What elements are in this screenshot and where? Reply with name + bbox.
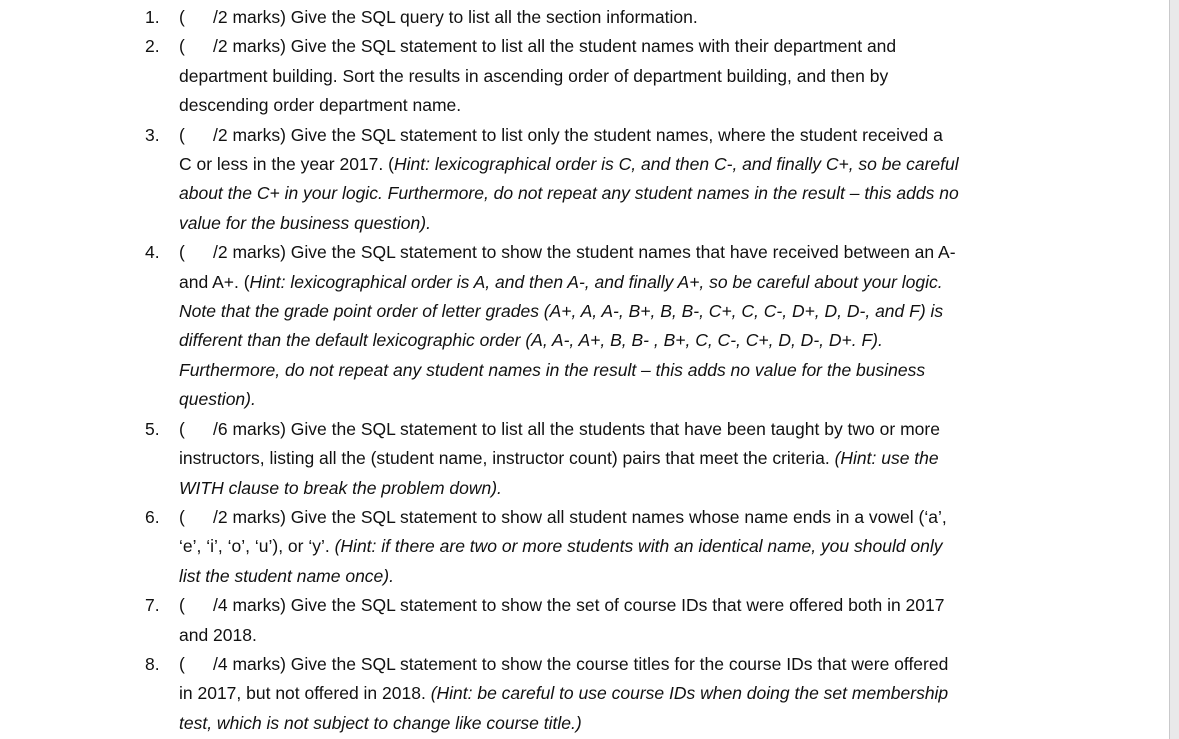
question-text: in 2017, but not offered in 2018. <box>179 683 431 704</box>
question-number: 3. <box>145 124 160 145</box>
question-item <box>0 238 1168 414</box>
hint-text: Note that the grade point order of letter grades (A+, A, A-, B+, B, B-, C+, C, C-, D+, D, D-, and F) is <box>179 301 944 322</box>
hint-text: (Hint: if there are two or more students with an identical name, you should only <box>334 536 943 557</box>
hint-text: about the C+ in your logic. Furthermore, do not repeat any student names in the result – this adds no <box>179 183 959 204</box>
marks-blank: ( <box>179 506 185 527</box>
question-text-line <box>179 562 1168 591</box>
question-text: /4 marks) Give the SQL statement to show the set of course IDs that were offered both in 2017 <box>213 595 945 616</box>
question-item <box>0 3 1168 32</box>
question-text-line <box>179 209 1168 238</box>
question-text-line <box>179 650 1168 679</box>
question-text-line <box>179 444 1168 473</box>
hint-text: test, which is not subject to change like course title.) <box>179 712 582 733</box>
question-number: 1. <box>145 7 160 27</box>
question-text-line <box>179 32 1168 61</box>
question-item <box>0 591 1168 650</box>
hint-text: (Hint: be careful to use course IDs when doing the set membership <box>430 683 949 704</box>
question-text-line <box>179 3 1168 32</box>
hint-text: different than the default lexicographic order (A, A-, A+, B, B- , B+, C, C-, C+, D, D-, D+. F). <box>179 330 883 351</box>
question-text-line <box>179 297 1168 326</box>
question-item <box>0 415 1168 503</box>
question-text: /2 marks) Give the SQL statement to list only the student names, where the student received a <box>213 124 943 145</box>
hint-text: value for the business question). <box>179 212 431 233</box>
question-text: instructors, listing all the (student name, instructor count) pairs that meet the criteria. <box>179 448 835 469</box>
question-text-line <box>179 679 1168 708</box>
question-text: /4 marks) Give the SQL statement to show the course titles for the course IDs that were offered <box>213 653 949 674</box>
question-item <box>0 650 1168 738</box>
marks-blank: ( <box>179 418 185 439</box>
question-text-line <box>179 62 1168 91</box>
question-text-line <box>179 268 1168 297</box>
question-number: 2. <box>145 36 160 57</box>
question-text-line <box>179 532 1168 561</box>
question-number: 4. <box>145 242 160 263</box>
question-item <box>0 503 1168 591</box>
question-number: 7. <box>145 595 160 616</box>
question-text: department building. Sort the results in ascending order of department building, and then by <box>179 65 889 86</box>
question-text-line <box>179 238 1168 267</box>
question-text: /2 marks) Give the SQL statement to list all the student names with their department and <box>213 36 897 57</box>
question-text: ‘e’, ‘i’, ‘o’, ‘u’), or ‘y’. <box>179 536 335 557</box>
question-text-line <box>179 326 1168 355</box>
marks-blank: ( <box>179 36 185 57</box>
question-text-line <box>179 591 1168 620</box>
question-item <box>0 121 1168 239</box>
question-text-line <box>179 621 1168 650</box>
hint-text: Hint: lexicographical order is C, and then C-, and finally C+, so be careful <box>393 154 959 175</box>
question-text: and A+. ( <box>179 271 250 292</box>
hint-text: (Hint: use the <box>834 448 939 469</box>
question-text-line <box>179 474 1168 503</box>
hint-text: Hint: lexicographical order is A, and then A-, and finally A+, so be careful about your logic. <box>249 271 943 292</box>
question-text-line <box>179 179 1168 208</box>
hint-text: Furthermore, do not repeat any student names in the result – this adds no value for the business <box>179 359 926 380</box>
question-text: /6 marks) Give the SQL statement to list all the students that have been taught by two or more <box>213 418 940 439</box>
question-text-line <box>179 91 1168 120</box>
question-number: 8. <box>145 653 160 674</box>
question-list <box>0 3 1168 738</box>
question-text-line <box>179 121 1168 150</box>
question-text: /2 marks) Give the SQL statement to show all student names whose name ends in a vowel (‘a’, <box>213 506 947 527</box>
question-text: descending order department name. <box>179 95 462 116</box>
question-text-line <box>179 415 1168 444</box>
marks-blank: ( <box>179 124 185 145</box>
question-text: C or less in the year 2017. ( <box>179 154 394 175</box>
page-edge-scrollbar <box>1169 0 1179 739</box>
question-text: /2 marks) Give the SQL query to list all the section information. <box>213 7 698 27</box>
question-item <box>0 32 1168 120</box>
question-text-line <box>179 385 1168 414</box>
question-text-line <box>179 356 1168 385</box>
marks-blank: ( <box>179 595 185 616</box>
marks-blank: ( <box>179 653 185 674</box>
question-text-line <box>179 503 1168 532</box>
question-text-line <box>179 150 1168 179</box>
marks-blank: ( <box>179 242 185 263</box>
hint-text: WITH clause to break the problem down). <box>179 477 502 498</box>
hint-text: question). <box>179 389 256 410</box>
question-number: 5. <box>145 418 160 439</box>
hint-text: list the student name once). <box>179 565 394 586</box>
marks-blank: ( <box>179 7 185 27</box>
question-text: /2 marks) Give the SQL statement to show the student names that have received between an A- <box>213 242 956 263</box>
question-number: 6. <box>145 506 160 527</box>
question-text: and 2018. <box>179 624 257 645</box>
question-text-line <box>179 709 1168 738</box>
